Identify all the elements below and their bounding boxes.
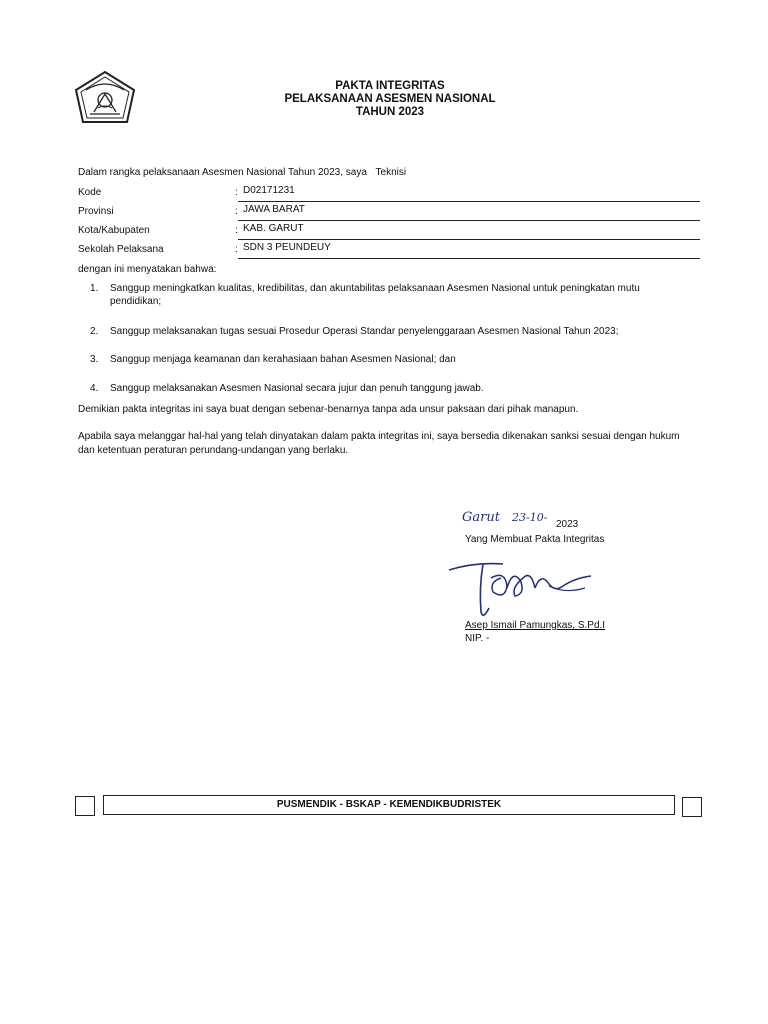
- field-sekolah-pelaksana: [78, 241, 700, 259]
- signing-place-date: [462, 512, 662, 530]
- field-value: SDN 3 PEUNDEUY: [243, 242, 331, 253]
- item-number: 3.: [90, 354, 99, 365]
- handwritten-place: Garut: [462, 510, 500, 525]
- field-colon: :: [235, 225, 238, 236]
- item-text: Sanggup menjaga keamanan dan kerahasiaan bahan Asesmen Nasional; dan: [110, 354, 456, 365]
- field-underline: [238, 239, 700, 240]
- footer-left-square: [75, 796, 95, 816]
- field-label: Sekolah Pelaksana: [78, 244, 164, 255]
- item-text: Sanggup melaksanakan tugas sesuai Prosedur Operasi Standar penyelenggaraan Asesmen Nasional Tahun 2023;: [110, 326, 619, 337]
- intro-role: Teknisi: [375, 167, 407, 178]
- field-kota-kabupaten: [78, 222, 700, 240]
- field-underline: [238, 201, 700, 202]
- handwritten-signature-icon: [445, 548, 605, 628]
- field-provinsi: [78, 203, 700, 221]
- handwritten-date: 23-10-: [512, 511, 548, 524]
- field-value: KAB. GARUT: [243, 223, 304, 234]
- field-value: D02171231: [243, 185, 295, 196]
- field-colon: :: [235, 187, 238, 198]
- field-underline: [238, 258, 700, 259]
- field-label: Kota/Kabupaten: [78, 225, 150, 236]
- intro-line: [78, 167, 412, 178]
- field-label: Provinsi: [78, 206, 114, 217]
- intro-text: Dalam rangka pelaksanaan Asesmen Nasional Tahun 2023, saya: [78, 167, 367, 178]
- footer-right-square: [682, 797, 702, 817]
- maker-label: Yang Membuat Pakta Integritas: [465, 534, 605, 545]
- item-number: 1.: [90, 283, 99, 294]
- closing-statement: Demikian pakta integritas ini saya buat dengan sebenar-benarnya tanpa ada unsur paksaan dari pihak manapun.: [78, 404, 579, 415]
- field-colon: :: [235, 206, 238, 217]
- field-underline: [238, 220, 700, 221]
- title-line-3: TAHUN 2023: [355, 106, 425, 118]
- title-line-2: PELAKSANAAN ASESMEN NASIONAL: [284, 93, 496, 105]
- document-title: [250, 80, 530, 119]
- field-label: Kode: [78, 187, 102, 198]
- footer-banner: PUSMENDIK - BSKAP - KEMENDIKBUDRISTEK: [103, 795, 675, 815]
- field-colon: :: [235, 244, 238, 255]
- item-text: Sanggup melaksanakan Asesmen Nasional secara jujur dan penuh tanggung jawab.: [110, 383, 484, 394]
- declaration-intro: dengan ini menyatakan bahwa:: [78, 264, 217, 275]
- signer-name: Asep Ismail Pamungkas, S.Pd.I: [465, 620, 606, 631]
- sanction-statement: Apabila saya melanggar hal-hal yang telah dinyatakan dalam pakta integritas ini, saya bersedia dikenakan sanksi sesuai dengan hukum dan ketentuan peraturan perundang-undangan yang berlaku.: [78, 431, 680, 456]
- signing-year: 2023: [556, 519, 579, 530]
- tut-wuri-handayani-logo-icon: [72, 70, 138, 126]
- item-number: 4.: [90, 383, 99, 394]
- field-value: JAWA BARAT: [243, 204, 305, 215]
- field-kode: [78, 184, 700, 202]
- item-number: 2.: [90, 326, 99, 337]
- title-line-1: PAKTA INTEGRITAS: [335, 80, 445, 92]
- signer-nip: NIP. -: [465, 633, 490, 644]
- item-text: Sanggup meningkatkan kualitas, kredibilitas, dan akuntabilitas pelaksanaan Asesmen Nasional untuk peningkatan mutu pendidikan;: [110, 283, 640, 307]
